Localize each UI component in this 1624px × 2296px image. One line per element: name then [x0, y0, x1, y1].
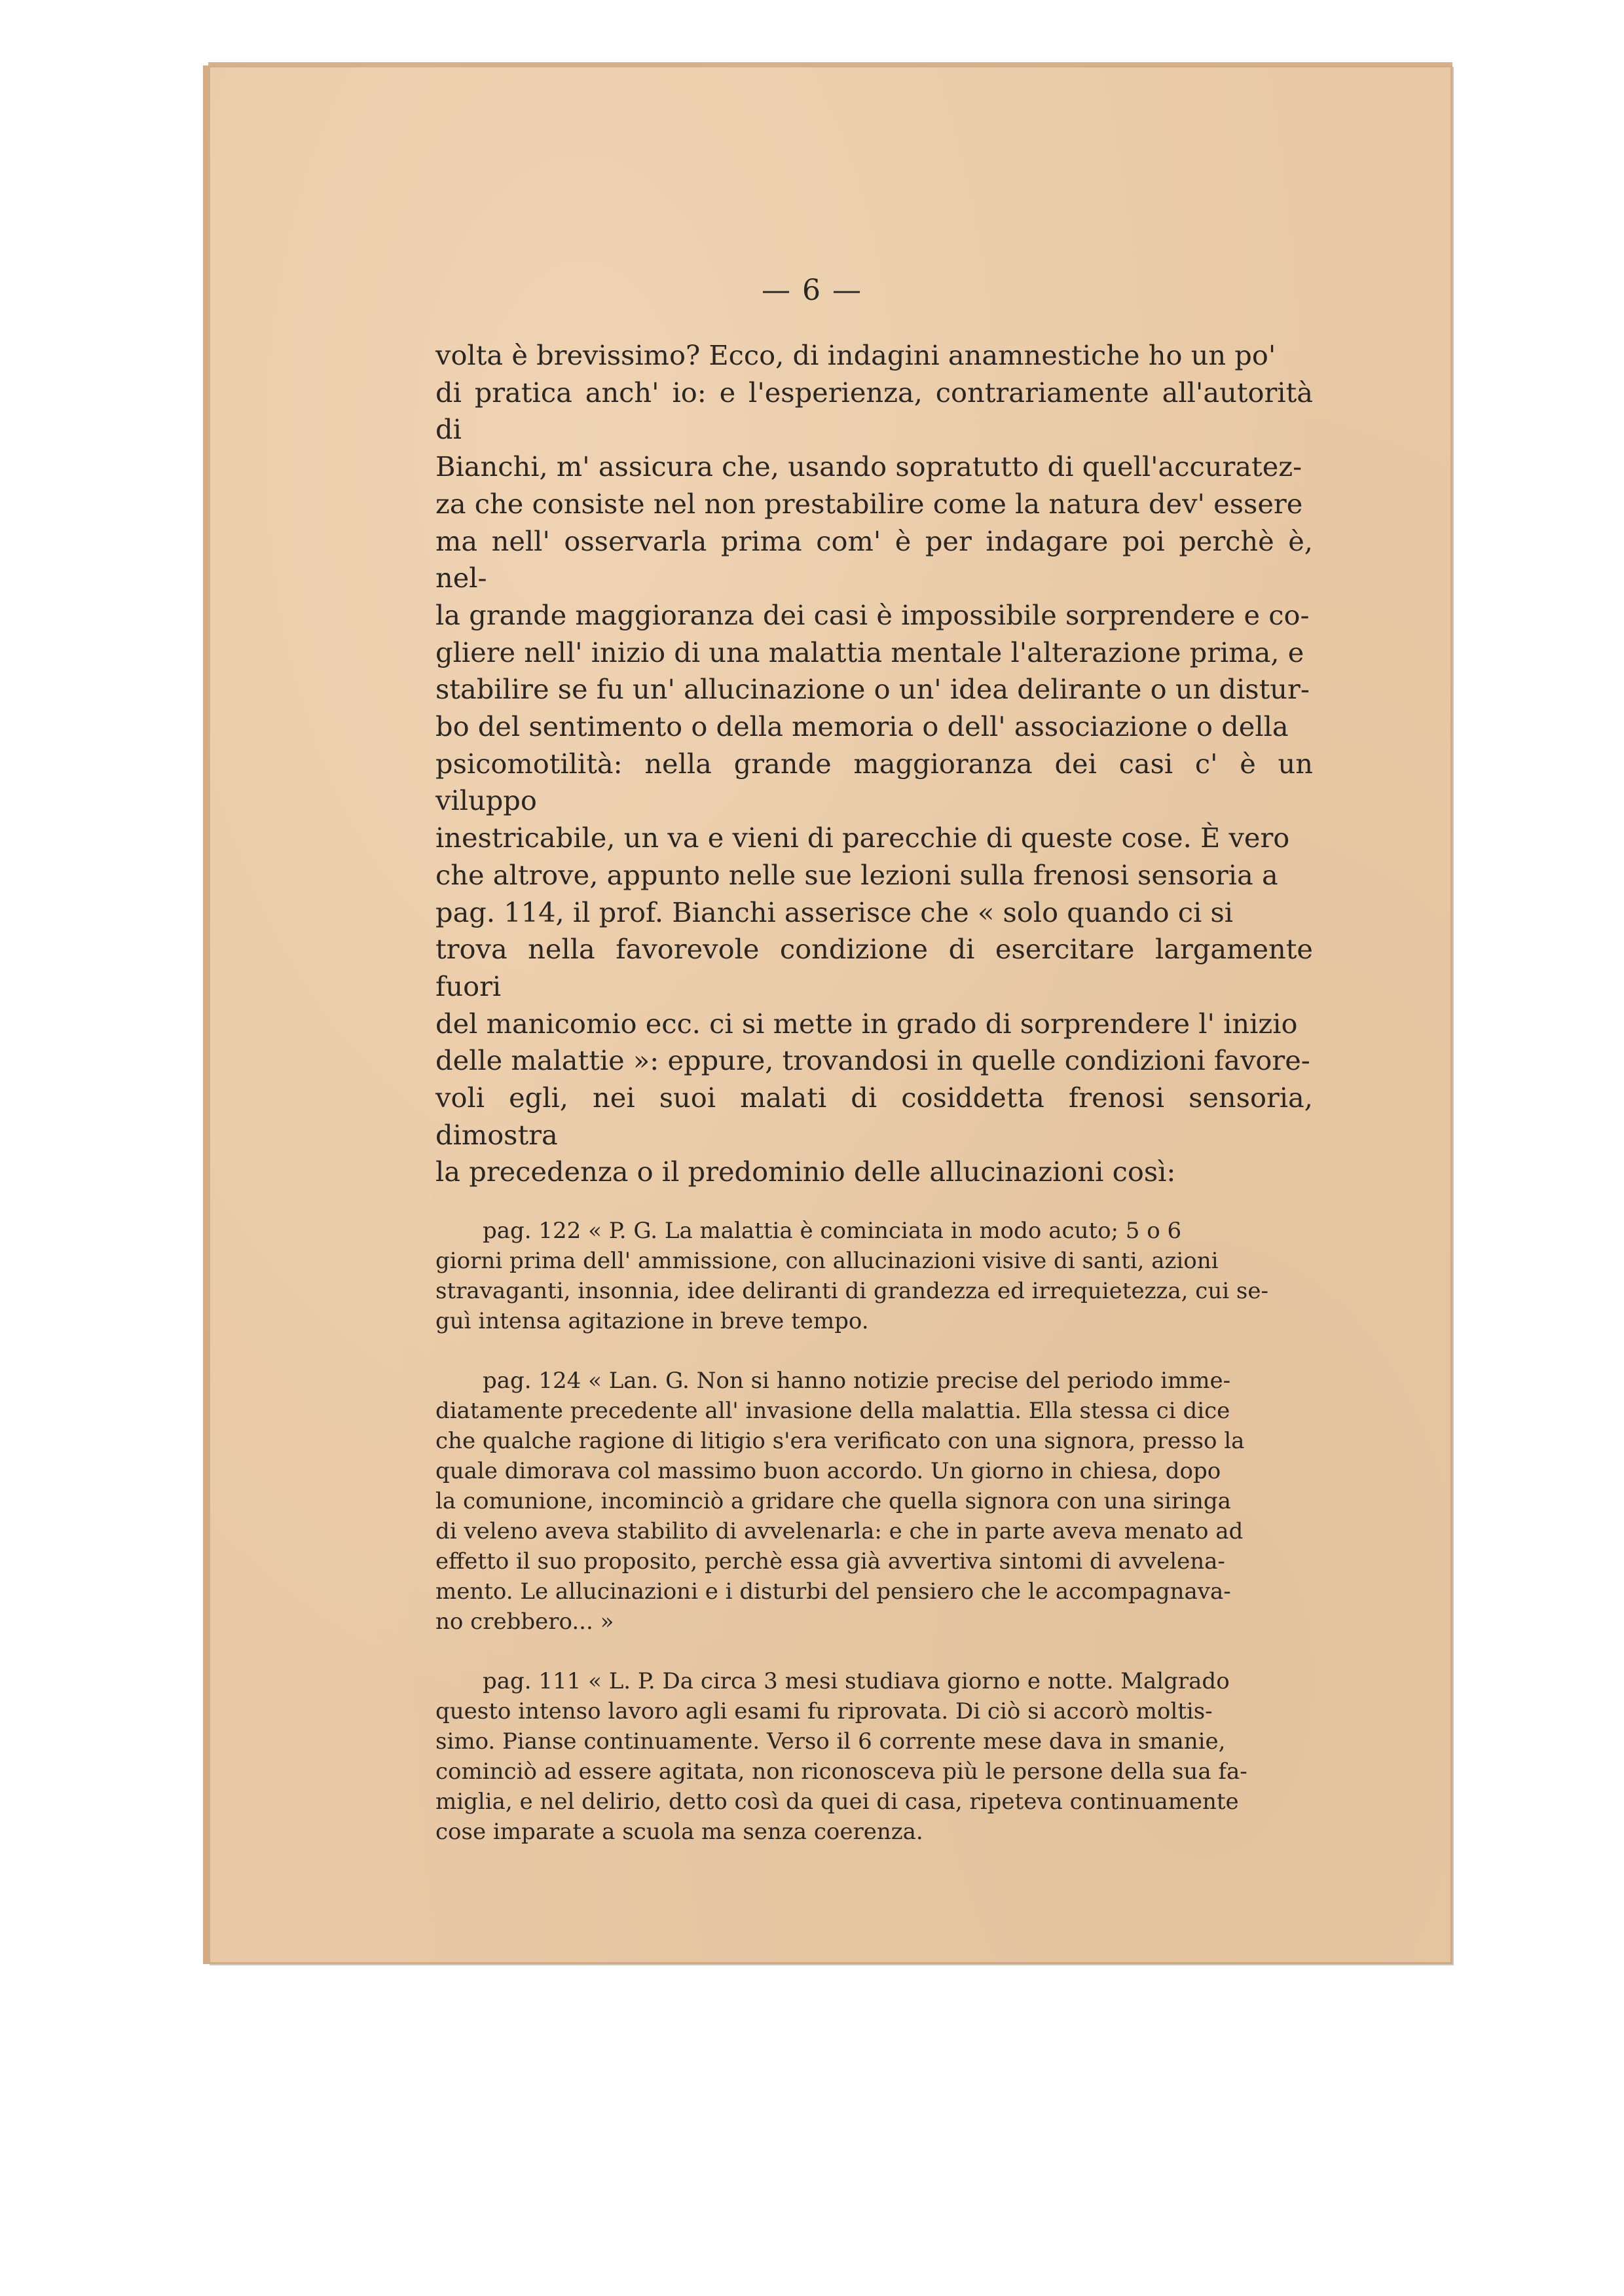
text-line: che altrove, appunto nelle sue lezioni sulla frenosi sensoria a: [435, 858, 1278, 891]
quote-line: la comunione, incominciò a gridare che quella signora con una siringa: [435, 1488, 1231, 1515]
text-line: la precedenza o il predominio delle allucinazioni così:: [435, 1156, 1176, 1188]
main-paragraph: [435, 337, 1313, 1191]
quote-block-pag-111: [435, 1666, 1313, 1847]
text-line: delle malattie »: eppure, trovandosi in quelle condizioni favore-: [435, 1044, 1310, 1077]
text-line: del manicomio ecc. ci si mette in grado di sorprendere l' inizio: [435, 1007, 1298, 1040]
text-line: volta è brevissimo? Ecco, di indagini anamnestiche ho un po': [435, 339, 1276, 371]
quote-line: simo. Pianse continuamente. Verso il 6 corrente mese dava in smanie,: [435, 1728, 1226, 1755]
case-quotations: [435, 1216, 1313, 1847]
quote-line: pag. 124 « Lan. G. Non si hanno notizie precise del periodo imme-: [483, 1368, 1231, 1394]
text-line: voli egli, nei suoi malati di cosiddetta frenosi sensoria, dimostra: [435, 1082, 1313, 1151]
quote-line: di veleno aveva stabilito di avvelenarla: e che in parte aveva menato ad: [435, 1518, 1244, 1545]
text-line: za che consiste nel non prestabilire come la natura dev' essere: [435, 487, 1303, 520]
text-line: bo del sentimento o della memoria o dell' associazione o della: [435, 710, 1289, 743]
quote-line: pag. 111 « L. P. Da circa 3 mesi studiava giorno e notte. Malgrado: [483, 1668, 1230, 1695]
quote-block-pag-124: [435, 1366, 1313, 1637]
quote-line: che qualche ragione di litigio s'era verificato con una signora, presso la: [435, 1428, 1245, 1455]
text-line: pag. 114, il prof. Bianchi asserisce che « solo quando ci si: [435, 896, 1234, 928]
quote-line: questo intenso lavoro agli esami fu riprovata. Di ciò si accorò moltis-: [435, 1698, 1213, 1725]
page-number: — 6 —: [762, 274, 862, 307]
quote-block-pag-122: [435, 1216, 1313, 1336]
page-body: [435, 337, 1313, 1876]
quote-line: quale dimorava col massimo buon accordo. Un giorno in chiesa, dopo: [435, 1458, 1221, 1485]
text-line: di pratica anch' io: e l'esperienza, contrariamente all'autorità di: [435, 376, 1313, 446]
text-line: stabilire se fu un' allucinazione o un' idea delirante o un distur-: [435, 673, 1310, 706]
quote-line: cominciò ad essere agitata, non riconosceva più le persone della sua fa-: [435, 1758, 1247, 1785]
quote-line: pag. 122 « P. G. La malattia è cominciata in modo acuto; 5 o 6: [483, 1218, 1182, 1245]
text-line: la grande maggioranza dei casi è impossibile sorprendere e co-: [435, 598, 1310, 631]
text-line: ma nell' osservarla prima com' è per indagare poi perchè è, nel-: [435, 524, 1313, 594]
quote-line: cose imparate a scuola ma senza coerenza.: [435, 1819, 923, 1846]
quote-line: mento. Le allucinazioni e i disturbi del pensiero che le accompagnava-: [435, 1578, 1231, 1605]
quote-line: diatamente precedente all' invasione della malattia. Ella stessa ci dice: [435, 1398, 1230, 1425]
quote-line: no crebbero... »: [435, 1609, 614, 1635]
quote-line: miglia, e nel delirio, detto così da quei di casa, ripeteva continuamente: [435, 1789, 1239, 1815]
quote-line: guì intensa agitazione in breve tempo.: [435, 1308, 869, 1335]
text-line: Bianchi, m' assicura che, usando sopratutto di quell'accuratez-: [435, 450, 1302, 483]
text-line: gliere nell' inizio di una malattia mentale l'alterazione prima, e: [435, 636, 1304, 668]
quote-line: stravaganti, insonnia, idee deliranti di grandezza ed irrequietezza, cui se-: [435, 1278, 1268, 1305]
quote-line: giorni prima dell' ammissione, con allucinazioni visive di santi, azioni: [435, 1248, 1219, 1275]
quote-line: effetto il suo proposito, perchè essa già avvertiva sintomi di avvelena-: [435, 1548, 1225, 1575]
text-line: psicomotilità: nella grande maggioranza dei casi c' è un viluppo: [435, 747, 1313, 817]
text-line: trova nella favorevole condizione di esercitare largamente fuori: [435, 933, 1313, 1002]
text-line: inestricabile, un va e vieni di parecchie di queste cose. È vero: [435, 822, 1290, 854]
